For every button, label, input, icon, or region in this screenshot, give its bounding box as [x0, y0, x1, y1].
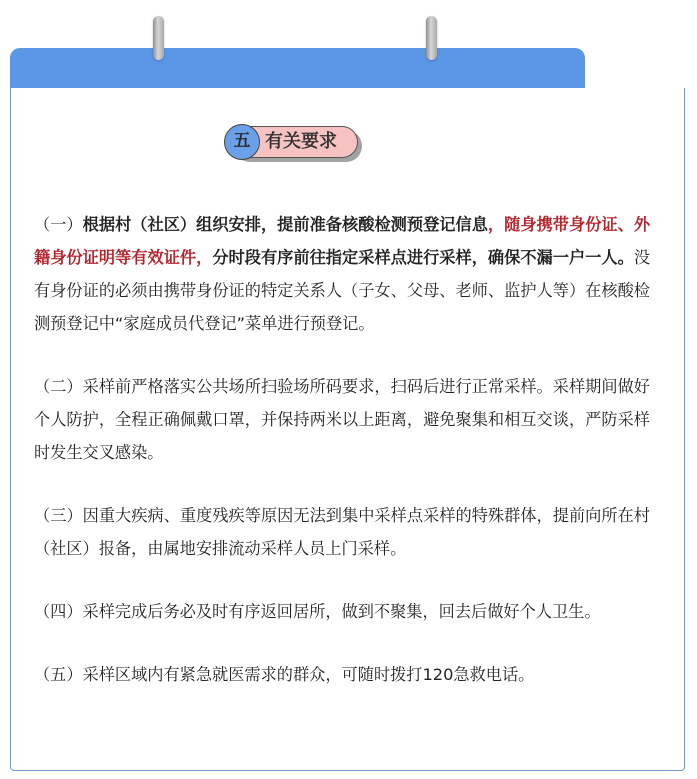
section-title: 有关要求 — [265, 131, 337, 152]
requirement-1-index: （一） — [34, 215, 83, 234]
requirement-1-bold-lead: 根据村（社区）组织安排，提前准备核酸检测预登记信息 — [82, 215, 488, 234]
requirements-body — [34, 208, 650, 721]
requirement-2 — [34, 370, 650, 469]
binder-ring-right — [426, 16, 437, 60]
requirement-1-detail: 没有身份证的必须由携带身份证的特定关系人（子女、父母、老师、监护人等）在核酸检测预登记中“家庭成员代登记”菜单进行预登记。 — [34, 248, 651, 333]
requirement-3 — [34, 499, 650, 565]
section-number-badge: 五 — [224, 124, 260, 160]
requirement-3-text: （三）因重大疾病、重度残疾等原因无法到集中采样点采样的特殊群体，提前向所在村（社区）报备，由属地安排流动采样人员上门采样。 — [34, 506, 650, 558]
binder-ring-left — [153, 16, 164, 60]
requirement-1-bold-tail: 分时段有序前往指定采样点进行采样，确保不漏一户一人。 — [212, 248, 634, 267]
requirement-5 — [34, 658, 650, 691]
requirement-4-text: （四）采样完成后务必及时有序返回居所，做到不聚集，回去后做好个人卫生。 — [34, 602, 601, 621]
requirement-4 — [34, 595, 650, 628]
requirement-1-highlight: ，随身携带身份证、外籍身份证明等有效证件， — [34, 215, 651, 267]
requirement-1 — [34, 208, 650, 340]
requirement-5-text: （五）采样区域内有紧急就医需求的群众，可随时拨打120急救电话。 — [34, 665, 535, 684]
requirement-2-text: （二）采样前严格落实公共场所扫验场所码要求，扫码后进行正常采样。采样期间做好个人防护，全程正确佩戴口罩，并保持两米以上距离，避免聚集和相互交谈，严防采样时发生交叉感染。 — [34, 377, 650, 462]
notebook-header-bar — [10, 48, 585, 88]
